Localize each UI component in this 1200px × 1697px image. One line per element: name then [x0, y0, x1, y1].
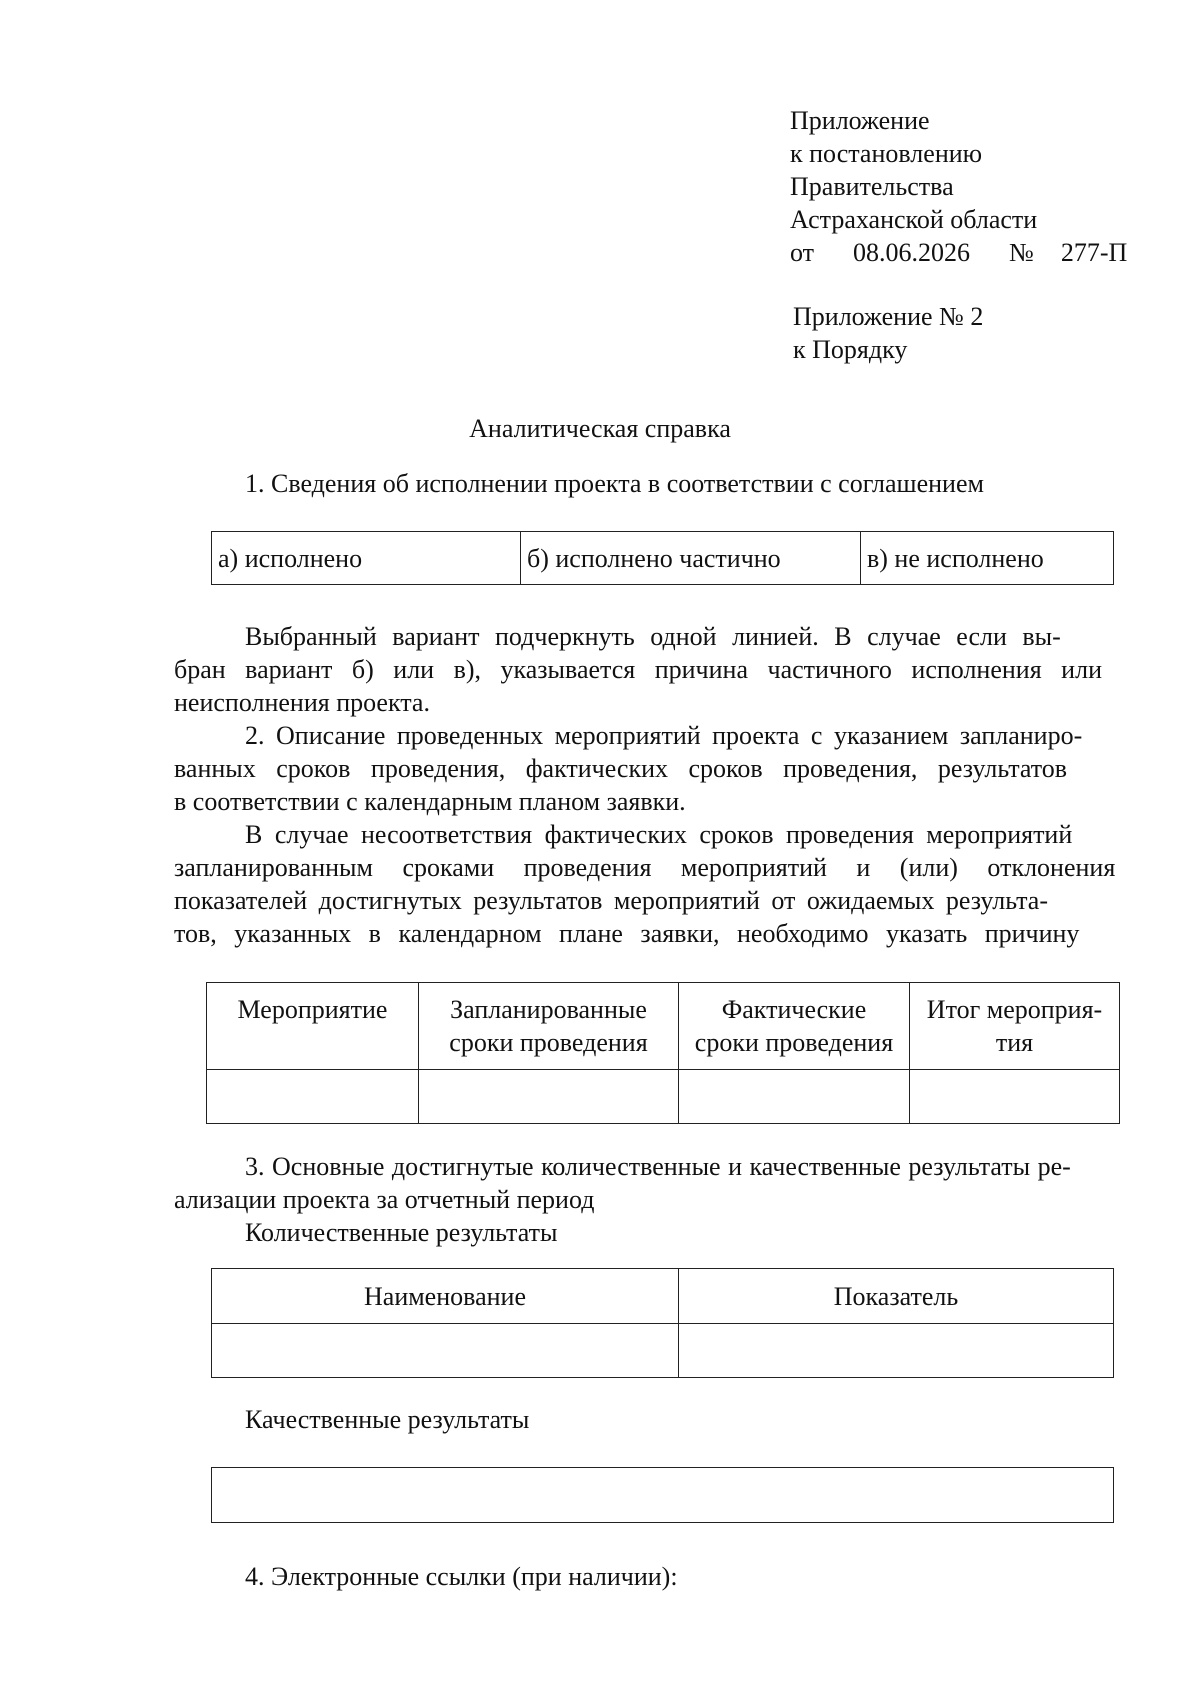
header-line-4: Астраханской области: [790, 205, 1038, 234]
section2-para1-line-2: ванных сроков проведения, фактических сроков проведения, результатов: [174, 754, 1068, 783]
quantitative-results-table: [211, 1268, 1114, 1378]
cell-qualitative-results[interactable]: [212, 1468, 1114, 1523]
header-line-1: Приложение: [790, 106, 930, 135]
section4-heading: 4. Электронные ссылки (при наличии):: [245, 1562, 678, 1591]
section1-para-line-3: неисполнения проекта.: [174, 688, 430, 717]
table-row: [207, 1070, 1120, 1124]
option-executed[interactable]: а) исполнено: [212, 532, 521, 585]
section2-para1-line-3: в соответствии с календарным планом заявки.: [174, 787, 686, 816]
table-row: [212, 1324, 1114, 1378]
section2-para2-line-2: запланированным сроками проведения мероприятий и (или) отклонения: [174, 853, 1116, 882]
document-number: 277-П: [1060, 238, 1128, 267]
cell-indicator[interactable]: [679, 1324, 1114, 1378]
execution-options-table: [211, 531, 1114, 585]
qualitative-results-label: Качественные результаты: [245, 1405, 530, 1434]
section2-para2-line-1: В случае несоответствия фактических сроков проведения мероприятий: [245, 820, 1073, 849]
header-activity: Мероприятие: [207, 983, 419, 1070]
section1-heading: 1. Сведения об исполнении проекта в соответствии с соглашением: [245, 469, 984, 498]
document-title: Аналитическая справка: [469, 414, 731, 443]
header-name: Наименование: [212, 1269, 679, 1324]
section2-para1-line-1: 2. Описание проведенных мероприятий проекта с указанием запланиро-: [245, 721, 1083, 750]
section2-para2-line-3: показателей достигнутых результатов мероприятий от ожидаемых результа-: [174, 886, 1048, 915]
option-not-executed[interactable]: в) не исполнено: [861, 532, 1114, 585]
section1-para-line-1: Выбранный вариант подчеркнуть одной линией. В случае если вы-: [245, 622, 1061, 651]
qualitative-results-table: [211, 1467, 1114, 1523]
cell-activity[interactable]: [207, 1070, 419, 1124]
cell-name[interactable]: [212, 1324, 679, 1378]
header-planned-dates: Запланированные сроки проведения: [419, 983, 679, 1070]
header-line-2: к постановлению: [790, 139, 983, 168]
option-partially-executed[interactable]: б) исполнено частично: [521, 532, 861, 585]
activities-table: [206, 982, 1120, 1124]
header-date-line: [790, 236, 1127, 269]
cell-activity-result[interactable]: [910, 1070, 1120, 1124]
document-date: 08.06.2026: [853, 238, 971, 267]
cell-actual-dates[interactable]: [679, 1070, 910, 1124]
section3-heading-line-2: ализации проекта за отчетный период: [174, 1185, 595, 1214]
number-sign: №: [1009, 238, 1034, 267]
header-activity-result: Итог мероприя- тия: [910, 983, 1120, 1070]
header-indicator: Показатель: [679, 1269, 1114, 1324]
section2-para2-line-4: тов, указанных в календарном плане заявки, необходимо указать причину: [174, 919, 1080, 948]
cell-planned-dates[interactable]: [419, 1070, 679, 1124]
header-line-3: Правительства: [790, 172, 954, 201]
header-actual-dates: Фактические сроки проведения: [679, 983, 910, 1070]
quantitative-results-label: Количественные результаты: [245, 1218, 558, 1247]
appendix-line-2: к Порядку: [793, 335, 908, 364]
section3-heading-line-1: 3. Основные достигнутые количественные и качественные результаты ре-: [245, 1152, 1071, 1181]
section1-para-line-2: бран вариант б) или в), указывается причина частичного исполнения или: [174, 655, 1102, 684]
date-prefix: от: [790, 238, 815, 267]
appendix-line-1: Приложение № 2: [793, 302, 984, 331]
